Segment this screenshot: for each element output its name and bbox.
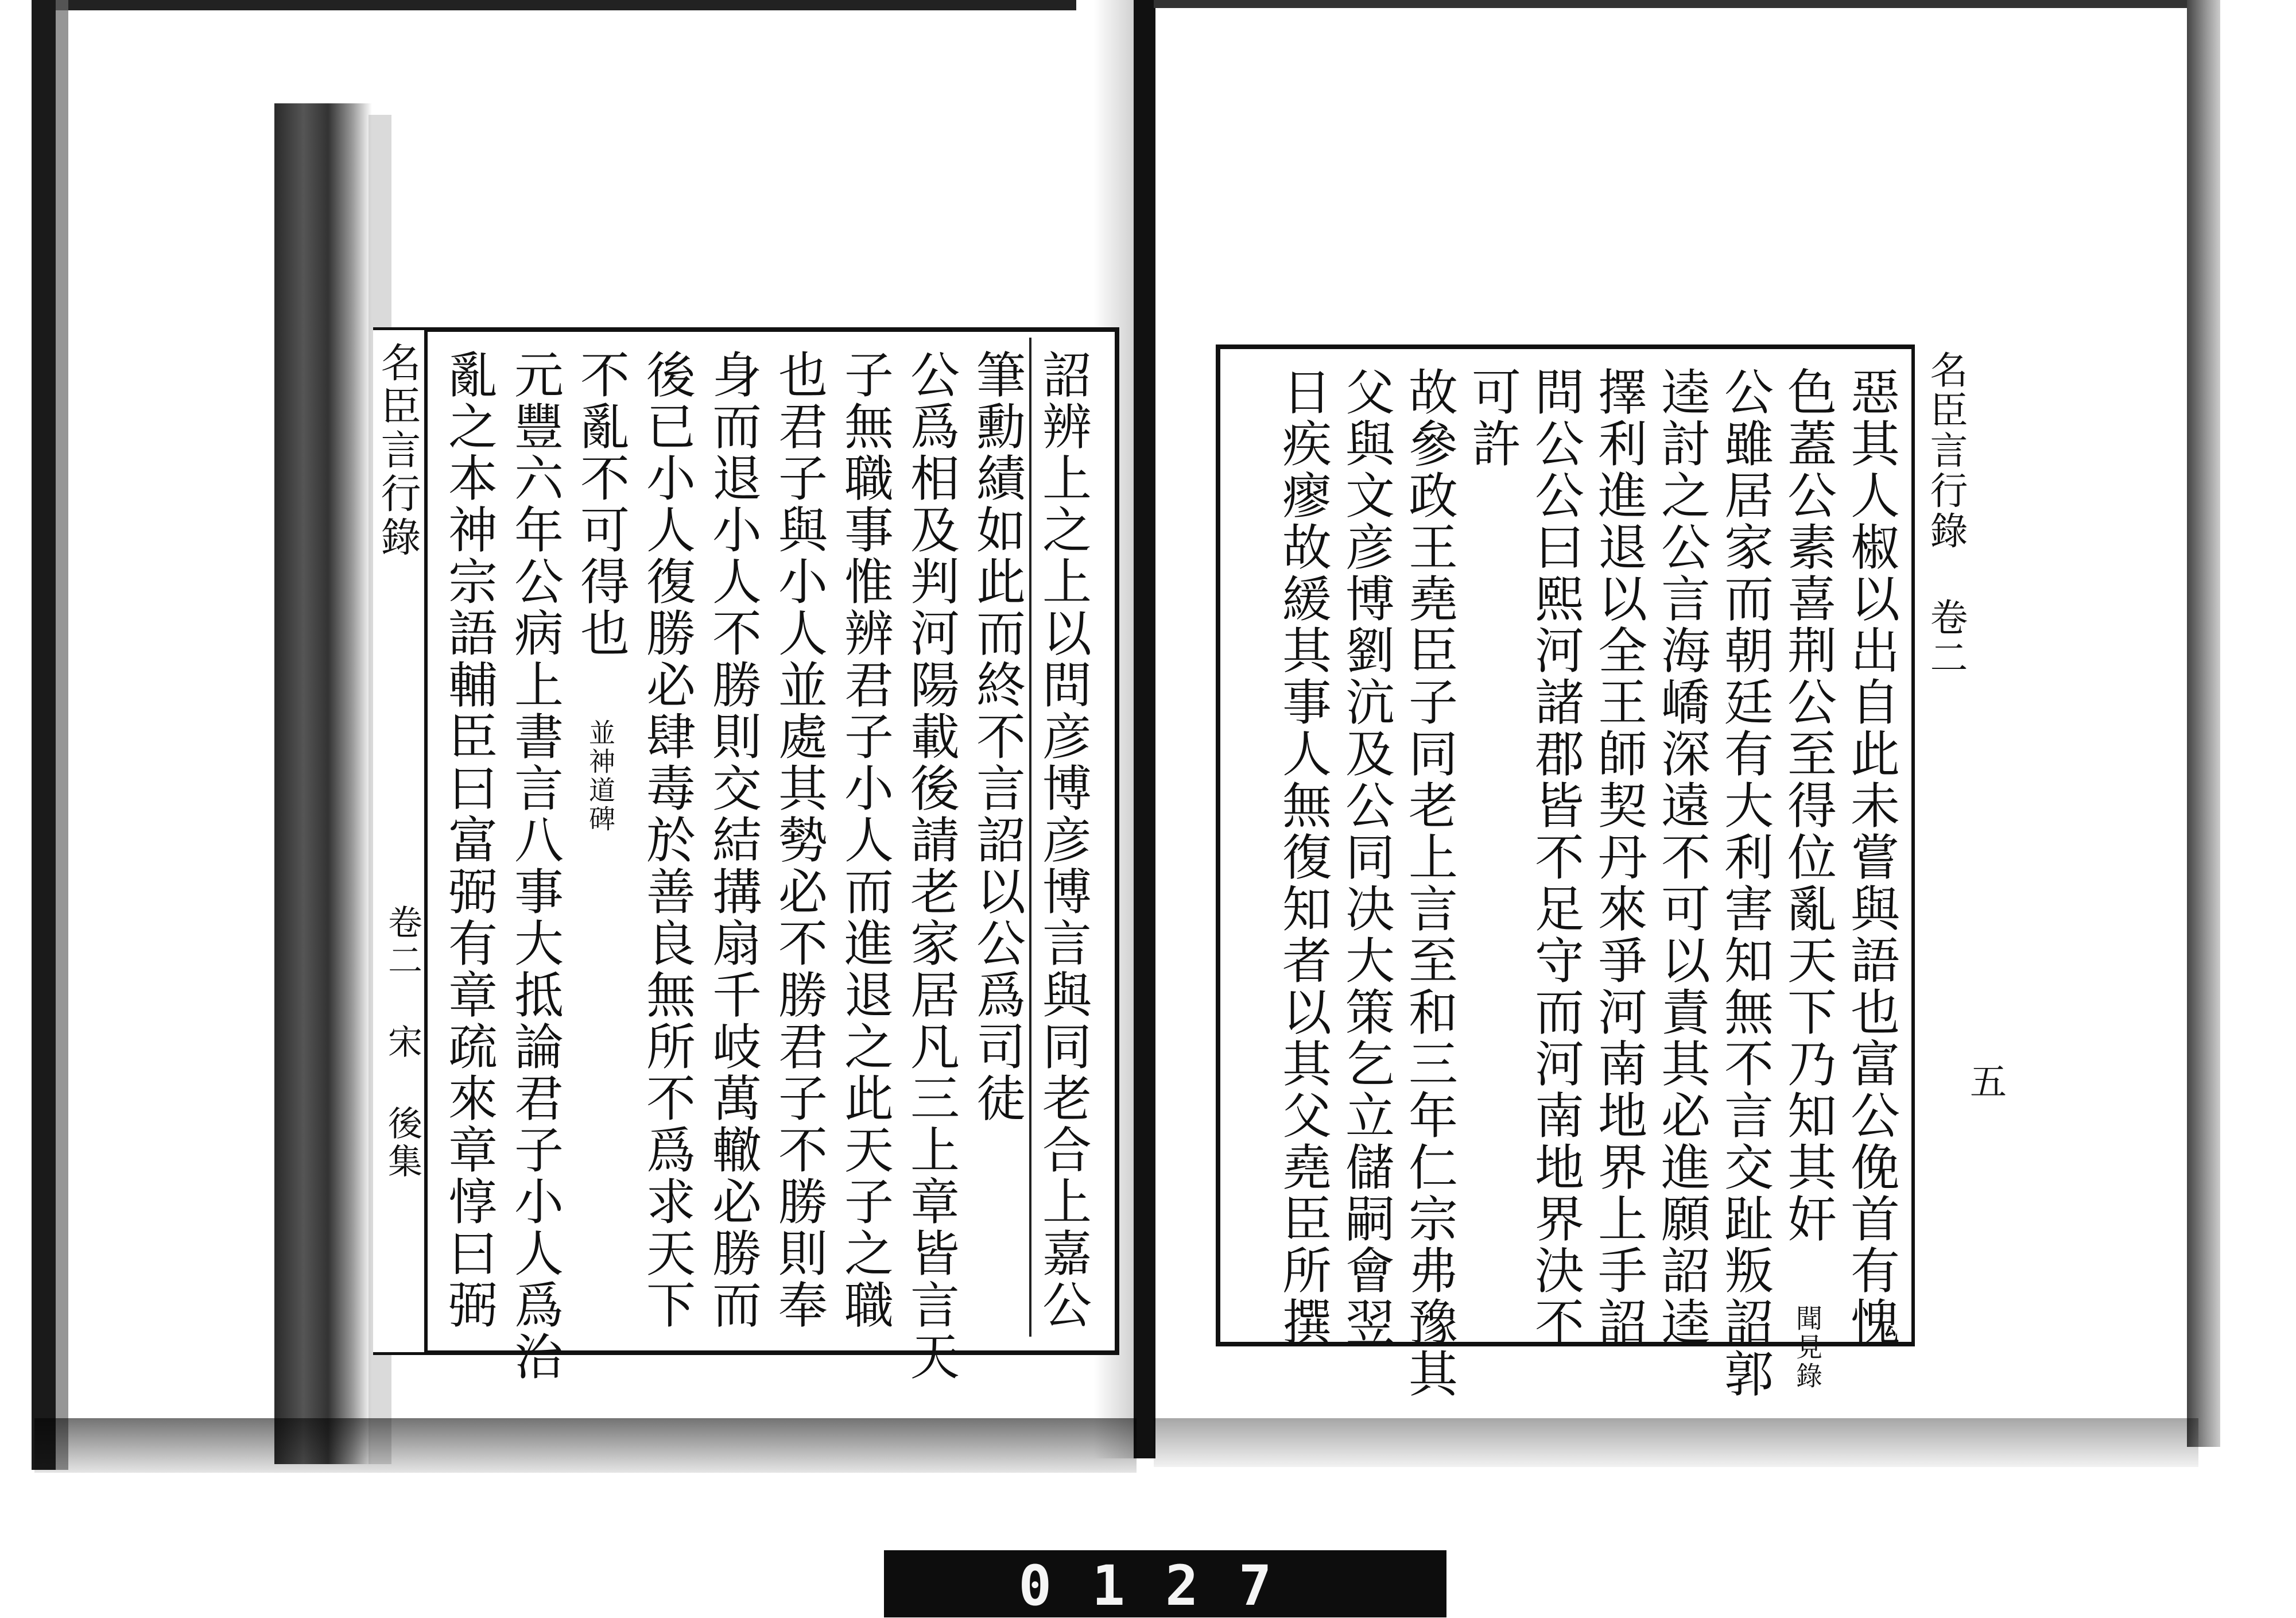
left-column-8: [572, 349, 629, 834]
left-page-text-frame: [373, 327, 1119, 1383]
frame-number-text: 0127: [1018, 1554, 1312, 1618]
scan-bottom-shadow-left: [34, 1418, 1137, 1473]
scan-left-edge-inner: [56, 0, 68, 1470]
right-column-3: 公雖居家而朝廷有大利害知無不言交趾叛詔郭: [1716, 366, 1773, 1400]
scan-left-edge: [32, 0, 56, 1470]
right-column-2: [1779, 366, 1836, 1391]
right-column-2-text: 色蓋公素喜荆公至得位亂天下乃知其奸: [1779, 366, 1836, 1245]
scan-right-edge: [2187, 0, 2220, 1447]
left-page-margin: [373, 330, 428, 1352]
right-page-margin: [1911, 344, 1968, 1346]
right-column-8: 故參政王堯臣子同老上言至和三年仁宗弗豫其: [1400, 366, 1457, 1400]
left-column-4: 子無職事惟辨君子小人而進退之此天子之職: [836, 349, 893, 1331]
left-column-2: 筆勳績如此而終不言詔以公爲司徒: [968, 349, 1025, 1124]
right-column-7: 可許: [1463, 366, 1521, 470]
right-column-5: 擇利進退以全王師契丹來爭河南地界上手詔: [1589, 366, 1647, 1348]
left-column-9: 元豐六年公病上書言八事大抵論君子小人爲治: [506, 349, 563, 1383]
left-column-6: 身而退小人不勝則交結搆扇千岐萬轍必勝而: [704, 349, 761, 1331]
right-column-4: 逵討之公言海嶠深遠不可以責其必進願詔逵: [1653, 366, 1710, 1348]
left-column-1: 詔辨上之上以問彦博彦博言與同老合上嘉公: [1034, 349, 1091, 1331]
right-margin-volume-text: 卷二: [1923, 598, 1968, 678]
left-column-8-note: 並神道碑: [585, 719, 616, 834]
microfilm-frame-number: [884, 1550, 1446, 1617]
right-page-text-frame: [1216, 344, 1962, 1400]
right-column-6: 問公公曰熙河諸郡皆不足守而河南地界決不: [1526, 366, 1584, 1348]
right-column-2-note: 聞見錄: [1792, 1305, 1823, 1391]
left-column-5: 也君子與小人並處其勢必不勝君子不勝則奉: [770, 349, 827, 1331]
scan-top-edge-right: [1154, 0, 2187, 8]
left-margin-volume: 卷二 宋 後集: [382, 904, 422, 1181]
right-column-9: 父與文彦博劉沆及公同决大策乞立儲嗣會翌: [1337, 366, 1394, 1348]
book-gutter: [1134, 0, 1155, 1458]
right-column-1: 惡其人椒以出自此未嘗與語也富公俛首有愧: [1842, 366, 1899, 1348]
right-page-number: 五: [1964, 1062, 2006, 1099]
scan-bottom-shadow-right: [1154, 1418, 2198, 1467]
right-margin-title: [1918, 350, 1973, 678]
column-rule: [1029, 338, 1031, 1337]
left-margin-title: 名臣言行錄: [374, 342, 421, 560]
left-column-10: 亂之本神宗語輔臣曰富弼有章疏來章惇曰弼: [440, 349, 497, 1331]
right-margin-title-text: 名臣言行錄: [1923, 350, 1968, 551]
right-column-10: 日疾瘳故緩其事人無復知者以其父堯臣所撰: [1274, 366, 1331, 1348]
scan-top-edge: [32, 0, 1076, 10]
left-column-3: 公爲相及判河陽載後請老家居凡三上章皆言天: [902, 349, 959, 1383]
left-column-8-text: 不亂不可得也: [572, 349, 629, 659]
left-column-7: 後已小人復勝必肆毒於善良無所不爲求天下: [638, 349, 695, 1331]
binding-shadow: [274, 103, 372, 1464]
